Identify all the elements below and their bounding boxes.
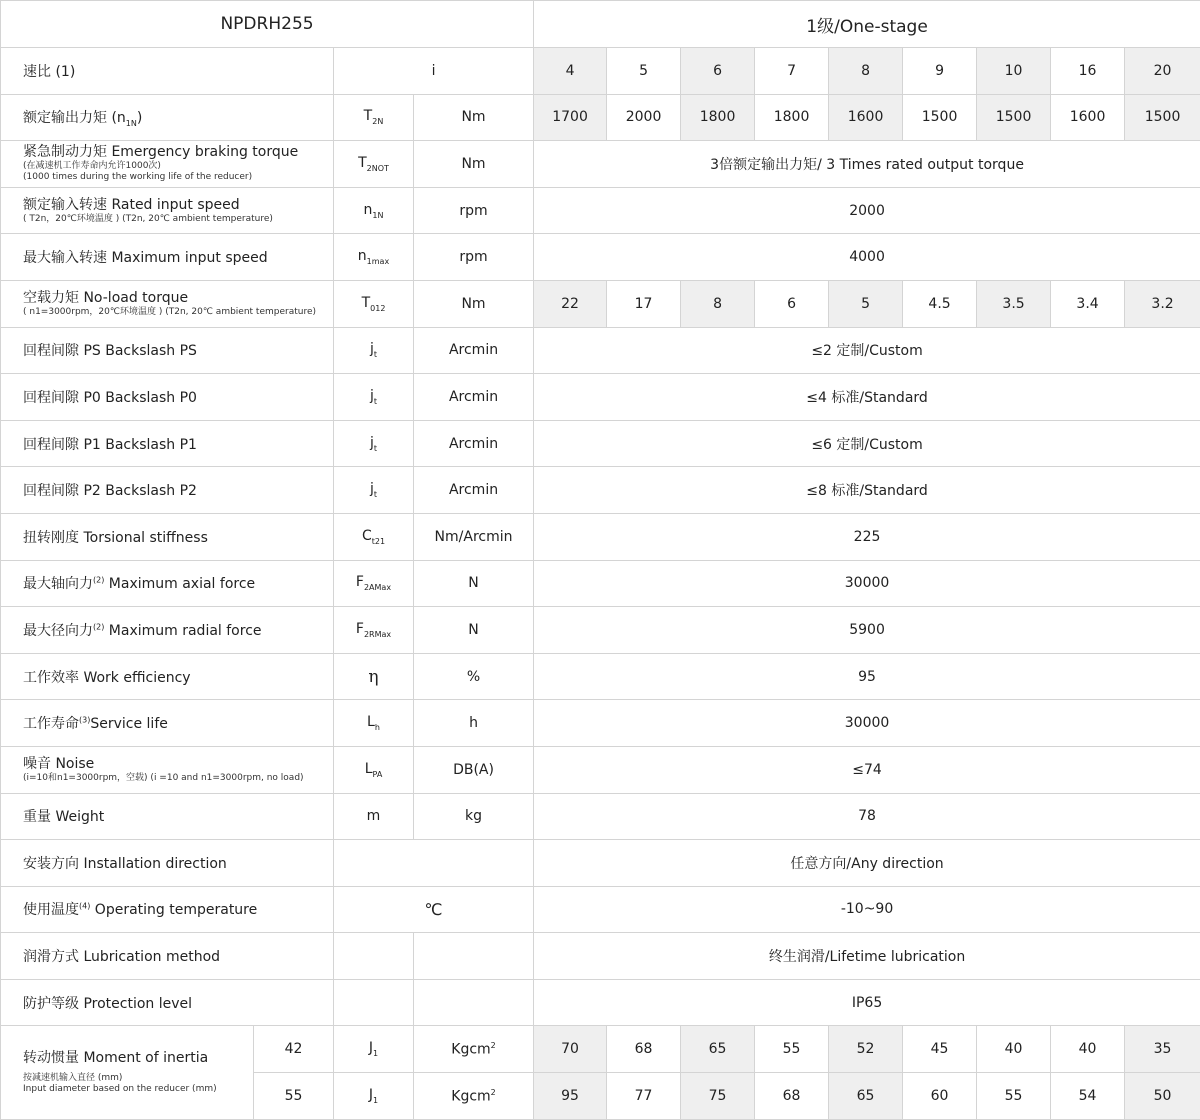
rated-speed-value: 2000: [534, 187, 1200, 234]
row-stiffness: [1, 513, 1200, 560]
efficiency-label: 工作效率 Work efficiency: [1, 653, 334, 700]
row-rated-speed: [1, 187, 1200, 234]
rated-speed-symbol: $n_{1N}$: [334, 187, 414, 234]
axial-force-symbol: $F_{2AMax}$: [334, 560, 414, 607]
emergency-torque-symbol: $T_{2NOT}$: [334, 141, 414, 188]
row-max-speed: [1, 234, 1200, 281]
stage-label: 1级/One-stage: [534, 1, 1200, 48]
inertia-value: 68: [755, 1073, 829, 1120]
noload-torque-value: 3.2: [1125, 280, 1200, 327]
noise-symbol: $L_{PA}$: [334, 746, 414, 793]
backlash-p0-value: ≤4 标准/Standard: [534, 374, 1200, 421]
row-weight: [1, 793, 1200, 840]
noload-torque-value: 4.5: [903, 280, 977, 327]
inertia-diameter: 42: [254, 1026, 334, 1073]
inertia-symbol: $J_1$: [334, 1073, 414, 1120]
ratio-symbol: i: [334, 48, 534, 95]
weight-unit: kg: [414, 793, 534, 840]
efficiency-unit: %: [414, 653, 534, 700]
ratio-value: 20: [1125, 48, 1200, 95]
row-emergency-torque: [1, 141, 1200, 188]
axial-force-label: 最大轴向力$^{(2)}$ Maximum axial force: [1, 560, 334, 607]
rated-torque-unit: Nm: [414, 94, 534, 141]
axial-force-value: 30000: [534, 560, 1200, 607]
temperature-unit: ℃: [334, 886, 534, 933]
row-backlash-ps: [1, 327, 1200, 374]
inertia-value: 50: [1125, 1073, 1200, 1120]
protection-symbol-empty: [334, 979, 414, 1026]
inertia-diameter: 55: [254, 1073, 334, 1120]
noload-torque-symbol: $T_{012}$: [334, 280, 414, 327]
protection-label: 防护等级 Protection level: [1, 979, 334, 1026]
rated-torque-value: 1800: [755, 94, 829, 141]
model-name: NPDRH255: [1, 1, 534, 48]
inertia-value: 75: [681, 1073, 755, 1120]
emergency-torque-value: 3倍额定输出力矩/ 3 Times rated output torque: [534, 141, 1200, 188]
backlash-p2-symbol: $j_t$: [334, 467, 414, 514]
backlash-p1-label: 回程间隙 P1 Backslash P1: [1, 420, 334, 467]
axial-force-unit: N: [414, 560, 534, 607]
backlash-p1-symbol: $j_t$: [334, 420, 414, 467]
noload-torque-value: 3.4: [1051, 280, 1125, 327]
inertia-unit: Kgcm$^2$: [414, 1026, 534, 1073]
ratio-value: 5: [607, 48, 681, 95]
radial-force-label: 最大径向力$^{(2)}$ Maximum radial force: [1, 607, 334, 654]
protection-value: IP65: [534, 979, 1200, 1026]
backlash-p1-unit: Arcmin: [414, 420, 534, 467]
backlash-p1-value: ≤6 定制/Custom: [534, 420, 1200, 467]
noload-torque-value: 6: [755, 280, 829, 327]
noise-unit: DB(A): [414, 746, 534, 793]
temperature-value: -10~90: [534, 886, 1200, 933]
row-service-life: [1, 700, 1200, 747]
row-ratio: [1, 48, 1200, 95]
efficiency-value: 95: [534, 653, 1200, 700]
ratio-value: 7: [755, 48, 829, 95]
inertia-value: 45: [903, 1026, 977, 1073]
inertia-value: 40: [1051, 1026, 1125, 1073]
rated-speed-unit: rpm: [414, 187, 534, 234]
inertia-value: 70: [534, 1026, 607, 1073]
row-backlash-p2: [1, 467, 1200, 514]
lubrication-symbol-empty: [334, 933, 414, 980]
lubrication-unit-empty: [414, 933, 534, 980]
row-rated-torque: [1, 94, 1200, 141]
ratio-value: 10: [977, 48, 1051, 95]
service-life-value: 30000: [534, 700, 1200, 747]
installation-label: 安装方向 Installation direction: [1, 840, 334, 887]
max-speed-unit: rpm: [414, 234, 534, 281]
stiffness-label: 扭转刚度 Torsional stiffness: [1, 513, 334, 560]
inertia-symbol: $J_1$: [334, 1026, 414, 1073]
max-speed-label: 最大输入转速 Maximum input speed: [1, 234, 334, 281]
service-life-label: 工作寿命$^{(3)}$Service life: [1, 700, 334, 747]
installation-unit-empty: [334, 840, 534, 887]
protection-unit-empty: [414, 979, 534, 1026]
inertia-value: 35: [1125, 1026, 1200, 1073]
rated-torque-symbol: $T_{2N}$: [334, 94, 414, 141]
ratio-value: 6: [681, 48, 755, 95]
weight-symbol: m: [334, 793, 414, 840]
rated-torque-value: 1500: [977, 94, 1051, 141]
noload-torque-value: 17: [607, 280, 681, 327]
inertia-value: 52: [829, 1026, 903, 1073]
row-noise: [1, 746, 1200, 793]
backlash-p2-value: ≤8 标准/Standard: [534, 467, 1200, 514]
radial-force-value: 5900: [534, 607, 1200, 654]
inertia-unit: Kgcm$^2$: [414, 1073, 534, 1120]
row-protection: [1, 979, 1200, 1026]
emergency-torque-unit: Nm: [414, 141, 534, 188]
row-temperature: [1, 886, 1200, 933]
backlash-p2-unit: Arcmin: [414, 467, 534, 514]
row-radial-force: [1, 607, 1200, 654]
backlash-ps-label: 回程间隙 PS Backslash PS: [1, 327, 334, 374]
backlash-ps-symbol: $j_t$: [334, 327, 414, 374]
inertia-value: 40: [977, 1026, 1051, 1073]
backlash-ps-unit: Arcmin: [414, 327, 534, 374]
ratio-value: 9: [903, 48, 977, 95]
inertia-value: 60: [903, 1073, 977, 1120]
noload-torque-value: 22: [534, 280, 607, 327]
weight-value: 78: [534, 793, 1200, 840]
ratio-label: 速比 (1): [1, 48, 334, 95]
inertia-value: 77: [607, 1073, 681, 1120]
row-backlash-p1: [1, 420, 1200, 467]
row-efficiency: [1, 653, 1200, 700]
rated-speed-label: 额定输入转速 Rated input speed ( T2n，20℃环境温度 ) (T2n, 20℃ ambient temperature): [1, 187, 334, 234]
rated-torque-value: 1800: [681, 94, 755, 141]
rated-torque-value: 1500: [903, 94, 977, 141]
ratio-value: 8: [829, 48, 903, 95]
efficiency-symbol: η: [334, 653, 414, 700]
noload-torque-value: 5: [829, 280, 903, 327]
radial-force-symbol: $F_{2RMax}$: [334, 607, 414, 654]
stiffness-symbol: $C_{t21}$: [334, 513, 414, 560]
row-lubrication: [1, 933, 1200, 980]
service-life-unit: h: [414, 700, 534, 747]
temperature-label: 使用温度$^{(4)}$ Operating temperature: [1, 886, 334, 933]
ratio-value: 16: [1051, 48, 1125, 95]
noload-torque-label: 空载力矩 No-load torque ( n1=3000rpm，20℃环境温度 ) (T2n, 20℃ ambient temperature): [1, 280, 334, 327]
noload-torque-value: 3.5: [977, 280, 1051, 327]
inertia-value: 65: [829, 1073, 903, 1120]
lubrication-label: 润滑方式 Lubrication method: [1, 933, 334, 980]
rated-torque-label: 额定输出力矩 $(n_{1N})$: [1, 94, 334, 141]
installation-value: 任意方向/Any direction: [534, 840, 1200, 887]
rated-torque-value: 1600: [829, 94, 903, 141]
inertia-value: 95: [534, 1073, 607, 1120]
inertia-value: 65: [681, 1026, 755, 1073]
inertia-value: 55: [977, 1073, 1051, 1120]
backlash-ps-value: ≤2 定制/Custom: [534, 327, 1200, 374]
rated-torque-value: 1500: [1125, 94, 1200, 141]
weight-label: 重量 Weight: [1, 793, 334, 840]
inertia-value: 54: [1051, 1073, 1125, 1120]
radial-force-unit: N: [414, 607, 534, 654]
rated-torque-value: 2000: [607, 94, 681, 141]
max-speed-symbol: $n_{1max}$: [334, 234, 414, 281]
row-inertia-42: [1, 1026, 1200, 1073]
backlash-p2-label: 回程间隙 P2 Backslash P2: [1, 467, 334, 514]
ratio-value: 4: [534, 48, 607, 95]
lubrication-value: 终生润滑/Lifetime lubrication: [534, 933, 1200, 980]
rated-torque-value: 1700: [534, 94, 607, 141]
noload-torque-unit: Nm: [414, 280, 534, 327]
row-installation: [1, 840, 1200, 887]
rated-torque-value: 1600: [1051, 94, 1125, 141]
noise-value: ≤74: [534, 746, 1200, 793]
backlash-p0-symbol: $j_t$: [334, 374, 414, 421]
row-noload-torque: [1, 280, 1200, 327]
row-axial-force: [1, 560, 1200, 607]
emergency-torque-label: 紧急制动力矩 Emergency braking torque (在减速机工作寿命内允许1000次) (1000 times during the working life of the reducer): [1, 141, 334, 188]
backlash-p0-unit: Arcmin: [414, 374, 534, 421]
backlash-p0-label: 回程间隙 P0 Backslash P0: [1, 374, 334, 421]
service-life-symbol: $L_h$: [334, 700, 414, 747]
noload-torque-value: 8: [681, 280, 755, 327]
inertia-label: 转动惯量 Moment of inertia 按减速机输入直径 (mm) Input diameter based on the reducer (mm): [1, 1026, 254, 1119]
stiffness-unit: Nm/Arcmin: [414, 513, 534, 560]
noise-label: 噪音 Noise (i=10和n1=3000rpm，空载) (i =10 and n1=3000rpm, no load): [1, 746, 334, 793]
row-backlash-p0: [1, 374, 1200, 421]
max-speed-value: 4000: [534, 234, 1200, 281]
stiffness-value: 225: [534, 513, 1200, 560]
inertia-value: 55: [755, 1026, 829, 1073]
inertia-value: 68: [607, 1026, 681, 1073]
